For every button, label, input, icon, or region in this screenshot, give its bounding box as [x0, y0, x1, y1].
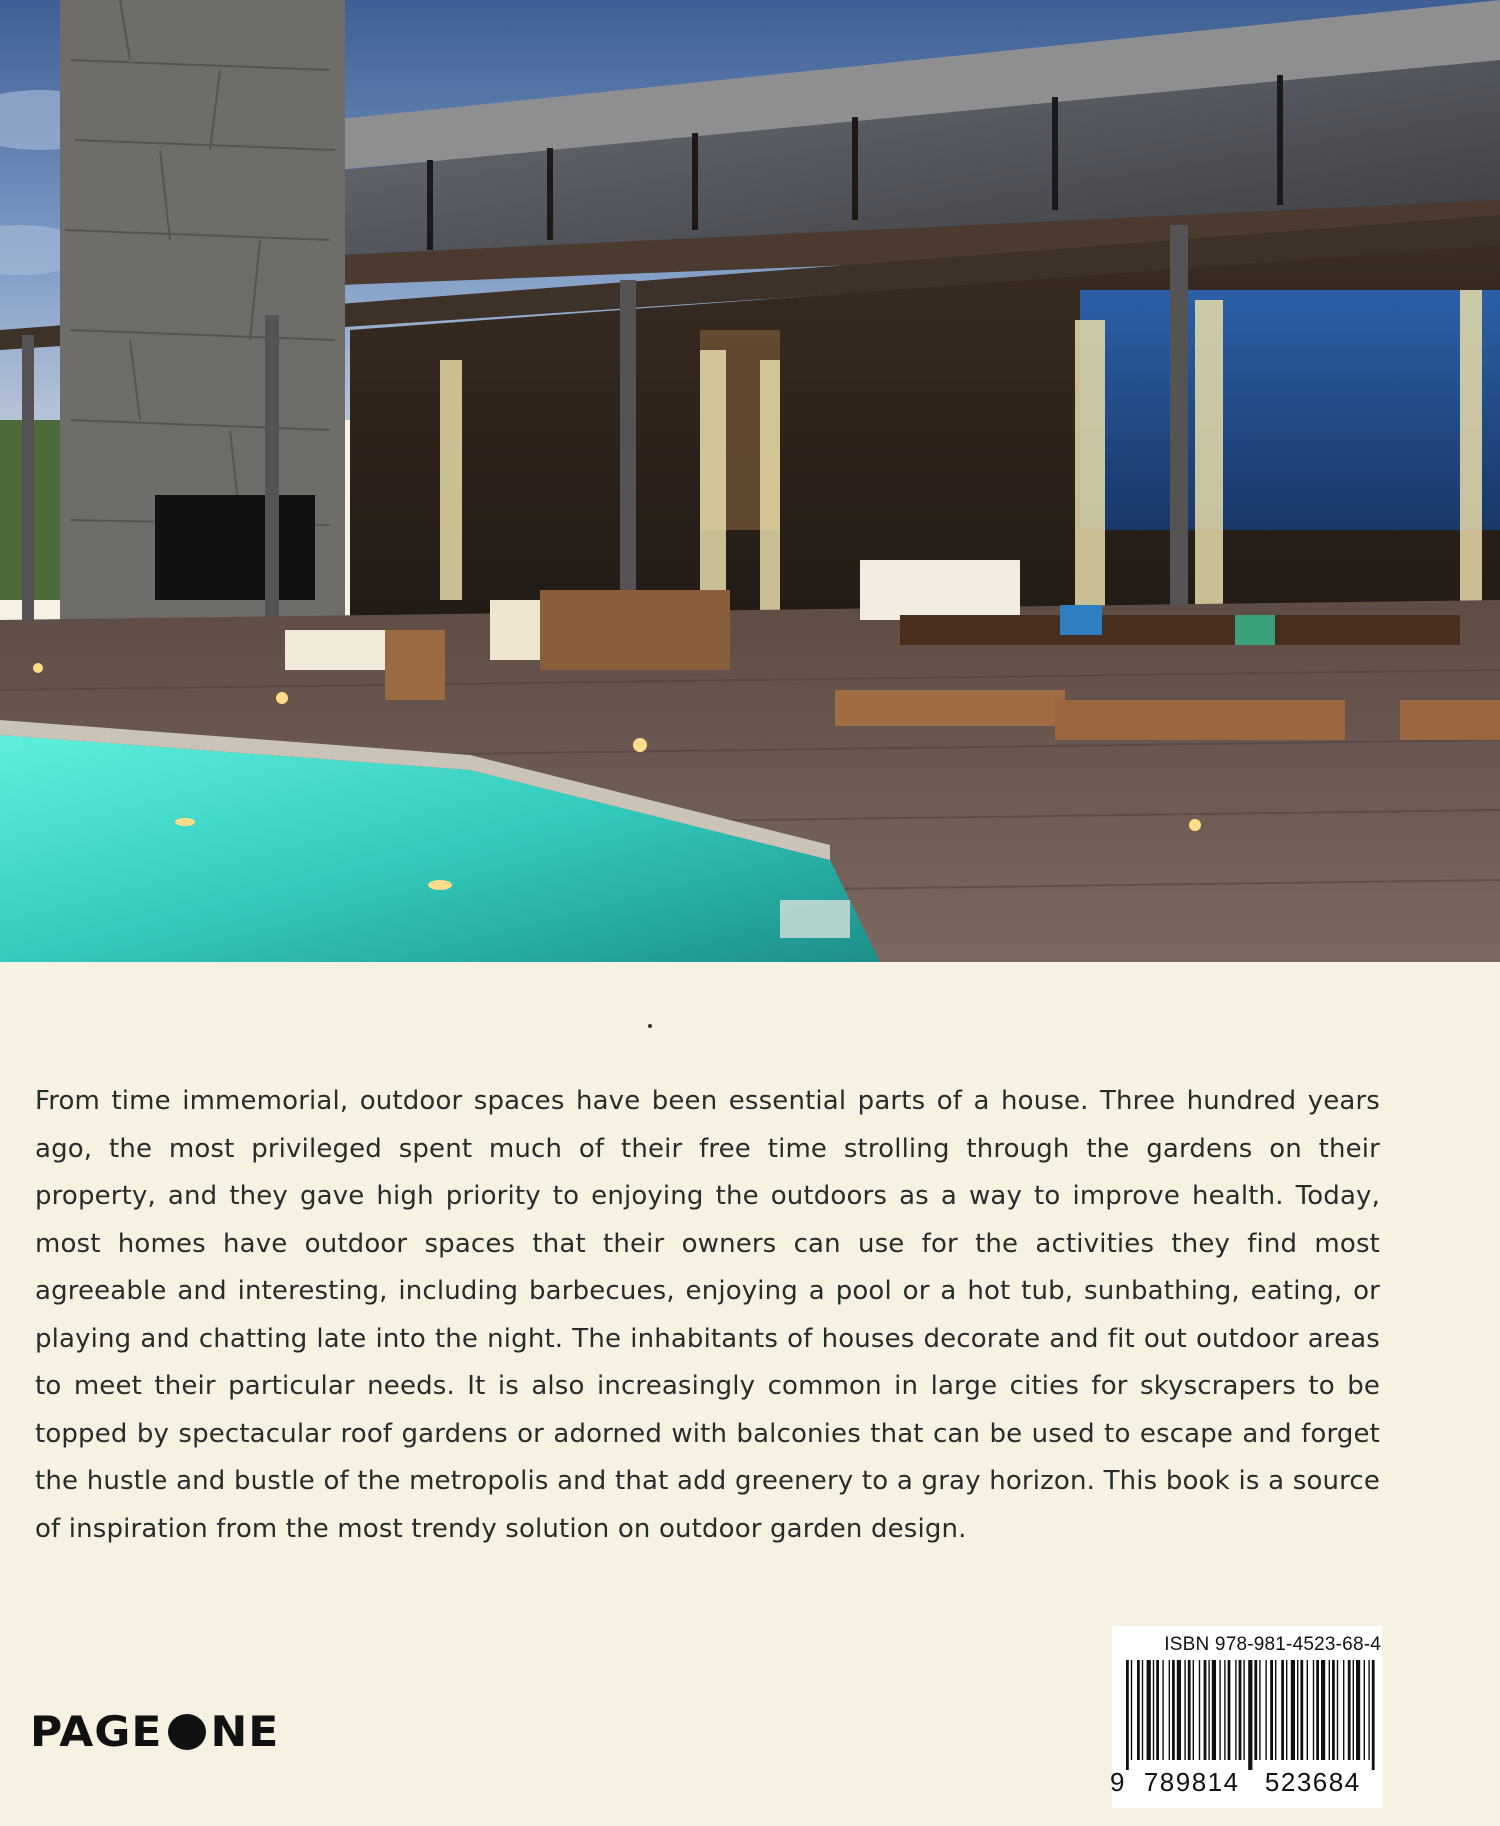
barcode-digits: [1110, 1766, 1382, 1798]
barcode-bar: [1193, 1660, 1194, 1760]
barcode-bar: [1224, 1660, 1225, 1760]
barcode-bar: [1372, 1660, 1375, 1770]
barcode-bar: [1188, 1660, 1191, 1760]
barcode-bar: [1177, 1660, 1181, 1760]
barcode-bar: [1228, 1660, 1231, 1760]
barcode-bar: [1348, 1660, 1351, 1760]
book-description: From time immemorial, outdoor spaces have been essential parts of a house. Three hundred years ago, the most privileged spent much of their free time strolling through the gardens on their property, and they gave high priority to enjoying the outdoors as a way to improve health. Today, most homes have outdoor spaces that their owners can use for the activities they find most agreeable and interesting, including barbecues, enjoying a pool or a hot tub, sunbathing, eating, or playing and chatting late into the night. The inhabitants of houses decorate and fit out outdoor areas to meet their particular needs. It is also increasingly common in large cities for skyscrapers to be topped by spectacular roof gardens or adorned with balconies that can be used to escape and forget the hustle and bustle of the metropolis and that add greenery to a gray horizon. This book is a source of inspiration from the most trendy solution on outdoor garden design.: [35, 1086, 1380, 1544]
barcode-bar: [1316, 1660, 1319, 1760]
barcode-bar: [1235, 1660, 1236, 1760]
barcode-bar: [1212, 1660, 1216, 1760]
barcode-bar: [1248, 1660, 1252, 1770]
barcode-bar: [1332, 1660, 1335, 1760]
barcode-bar: [1356, 1660, 1360, 1760]
barcode-bar: [1254, 1660, 1257, 1760]
barcode-bar: [1368, 1660, 1369, 1760]
barcode-bar: [1199, 1660, 1200, 1760]
barcode-digit-lead: 9: [1110, 1767, 1125, 1797]
barcode-bar: [1281, 1660, 1284, 1760]
barcode-digit-group-left: 789814: [1143, 1767, 1240, 1797]
barcode-digit-group-right: 523684: [1264, 1767, 1361, 1797]
barcode-bar: [1156, 1660, 1159, 1760]
barcode-bar: [1137, 1660, 1140, 1760]
isbn-label: ISBN 978-981-4523-68-4: [1164, 1634, 1381, 1655]
barcode-bar: [1239, 1660, 1242, 1760]
barcode-bar: [1291, 1660, 1295, 1760]
barcode-bar: [1243, 1660, 1244, 1760]
barcode-bar: [1307, 1660, 1308, 1760]
barcode-bar: [1337, 1660, 1338, 1760]
barcode-bar: [1184, 1660, 1185, 1760]
barcode-bar: [1275, 1660, 1276, 1760]
barcode-bar: [1353, 1660, 1354, 1760]
barcode-bar: [1329, 1660, 1330, 1760]
barcode-bar: [1142, 1660, 1143, 1760]
barcode-bar: [1364, 1660, 1365, 1760]
barcode-bar: [1204, 1660, 1207, 1760]
logo-word-page: PAGE: [30, 1707, 163, 1757]
barcode-bar: [1131, 1660, 1132, 1760]
publisher-logo: [30, 1707, 280, 1757]
logo-o-dot: [168, 1714, 206, 1750]
barcode-bar: [1313, 1660, 1314, 1760]
barcode-bar: [1270, 1660, 1273, 1760]
logo-word-ne: NE: [210, 1707, 280, 1757]
stray-mark: [648, 1024, 652, 1028]
barcode-bar: [1126, 1660, 1129, 1770]
barcode-bar: [1343, 1660, 1344, 1760]
barcode-bar: [1162, 1660, 1163, 1760]
barcode-bar: [1286, 1660, 1287, 1760]
barcode-bars: [1126, 1660, 1376, 1770]
barcode-bar: [1259, 1660, 1260, 1760]
barcode-bar: [1300, 1660, 1303, 1760]
barcode-bar: [1208, 1660, 1209, 1760]
barcode-bar: [1172, 1660, 1175, 1760]
barcode-bar: [1147, 1660, 1151, 1760]
barcode-bar: [1297, 1660, 1298, 1760]
barcode-bar: [1169, 1660, 1170, 1760]
barcode-bar: [1153, 1660, 1154, 1760]
barcode-bar: [1321, 1660, 1325, 1760]
barcode-bar: [1265, 1660, 1266, 1760]
barcode-bar: [1219, 1660, 1220, 1760]
